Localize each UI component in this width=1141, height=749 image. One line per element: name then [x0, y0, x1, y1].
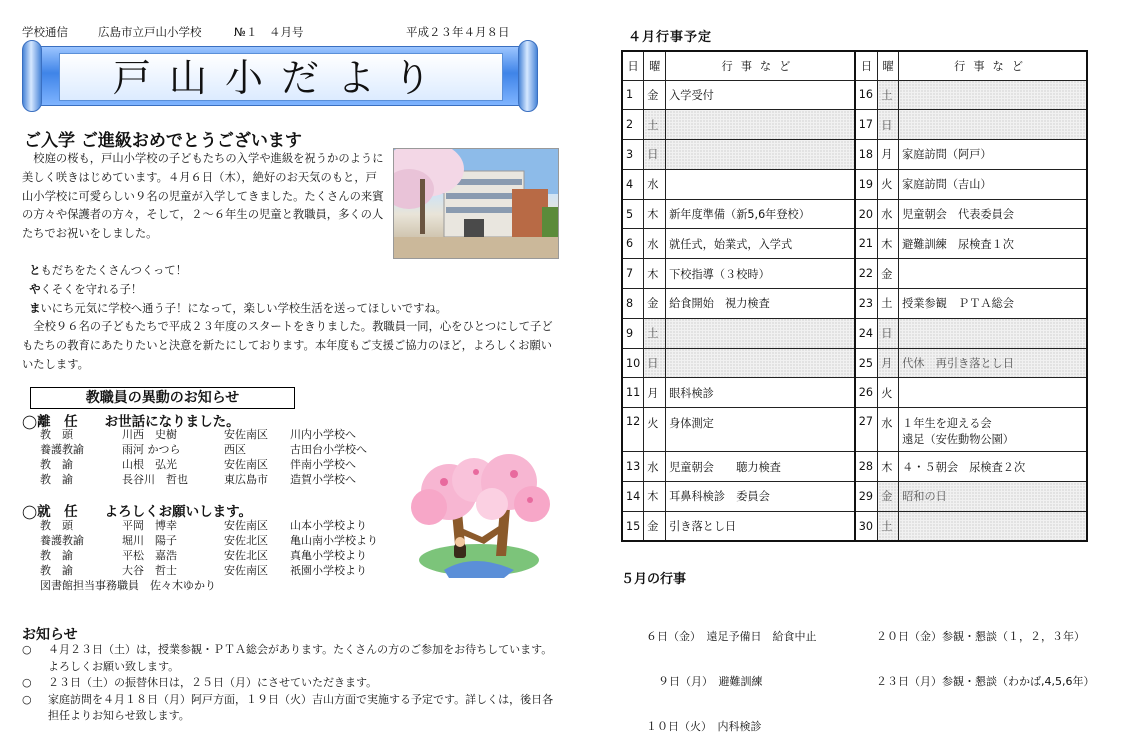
- arriving-staff-list: [22, 518, 402, 578]
- day-cell: 3: [622, 140, 644, 170]
- calendar-row: [622, 482, 1087, 512]
- motto-line: [22, 300, 562, 319]
- notice-item: [22, 675, 562, 692]
- staff-school: 造賀小学校へ: [290, 473, 356, 486]
- header-dow: 曜: [644, 51, 666, 80]
- event-cell: 代休 再引き落とし日: [899, 348, 1087, 378]
- title-banner: [22, 40, 538, 112]
- day-cell: 23: [855, 289, 878, 319]
- motto-text: くそくを守れる子！: [40, 282, 143, 296]
- day-cell: 1: [622, 80, 644, 110]
- day-cell: 27: [855, 408, 878, 452]
- event-cell: [899, 80, 1087, 110]
- staff-role: 養護教諭: [40, 443, 84, 456]
- lead-paragraph-1: 校庭の桜も，戸山小学校の子どもたちの入学や進級を祝うかのように美しく咲きはじめています。４月６日（木），絶好のお天気のもと，戸山小学校に可愛らしい９名の児童が入学してきました。たくさんの来賓の方々や保護者の方々，そして，２～６年生の児童と教職員，多くの人たちでお祝いをしました。: [22, 152, 384, 241]
- day-cell: 28: [855, 452, 878, 482]
- calendar-title: ４月行事予定: [628, 30, 713, 45]
- dow-cell: 日: [878, 110, 899, 140]
- dow-cell: 金: [644, 80, 666, 110]
- day-cell: 25: [855, 348, 878, 378]
- motto-initial: ま: [29, 301, 41, 315]
- day-cell: 29: [855, 482, 878, 512]
- calendar-row: [622, 408, 1087, 452]
- dow-cell: 木: [644, 259, 666, 289]
- notices-heading: お知らせ: [22, 627, 78, 643]
- notice-text: 家庭訪問を４月１８日（月）阿戸方面，１９日（火）吉山方面で実施する予定です。詳しくは，後日各担任よりお知らせ致します。: [48, 692, 554, 722]
- day-cell: 7: [622, 259, 644, 289]
- dow-cell: 火: [644, 408, 666, 452]
- header-date: 平成２３年４月８日: [406, 25, 510, 39]
- event-cell: 家庭訪問（阿戸）: [899, 140, 1087, 170]
- dow-cell: 水: [644, 452, 666, 482]
- day-cell: 17: [855, 110, 878, 140]
- staff-school: 伴南小学校へ: [290, 458, 356, 471]
- notice-text: ２３日（土）の振替休日は，２５日（月）にさせていただきます。: [48, 676, 378, 689]
- event-cell: [666, 110, 855, 140]
- event-cell: 給食開始 視力検査: [666, 289, 855, 319]
- calendar-row: [622, 348, 1087, 378]
- staff-row: [22, 457, 402, 472]
- staff-name: 雨河 かつら: [122, 443, 181, 456]
- newsletter-title: 戸山小だより: [112, 56, 449, 100]
- arriving-heading: ◯就 任 よろしくお願いします。: [22, 504, 253, 520]
- dow-cell: 月: [644, 378, 666, 408]
- motto-text: もだちをたくさんつくって！: [40, 264, 187, 277]
- header-issue: №１ ４月号: [234, 25, 304, 39]
- dow-cell: 金: [644, 511, 666, 541]
- staff-area: 安佐北区: [224, 534, 268, 547]
- notice-bullet: ○: [22, 692, 32, 706]
- dow-cell: 日: [878, 318, 899, 348]
- staff-area: 東広島市: [224, 473, 268, 486]
- notice-item: [22, 692, 562, 725]
- day-cell: 13: [622, 452, 644, 482]
- event-cell: [899, 378, 1087, 408]
- calendar-row: [622, 289, 1087, 319]
- event-cell: 授業参観 ＰＴＡ総会: [899, 289, 1087, 319]
- dow-cell: 火: [878, 169, 899, 199]
- day-cell: 14: [622, 482, 644, 512]
- staff-area: 安佐南区: [224, 564, 268, 577]
- event-cell: [899, 110, 1087, 140]
- staff-role: 養護教諭: [40, 534, 84, 547]
- staff-area: 安佐南区: [224, 458, 268, 471]
- day-cell: 11: [622, 378, 644, 408]
- may-event: ２３日（月）参観・懇談（わかば,4,5,6年）: [876, 675, 1095, 688]
- dow-cell: 木: [878, 229, 899, 259]
- staff-school: 真亀小学校より: [290, 549, 367, 562]
- event-cell: [666, 318, 855, 348]
- day-cell: 4: [622, 169, 644, 199]
- calendar-row: [622, 318, 1087, 348]
- motto-initial: や: [29, 282, 41, 296]
- header-day: 日: [855, 51, 878, 80]
- leaving-heading: ◯離 任 お世話になりました。: [22, 414, 240, 430]
- notice-bullet: ○: [22, 676, 32, 689]
- staff-school: 亀山南小学校より: [290, 534, 378, 547]
- event-line: 遠足（安佐動物公園）: [902, 433, 1014, 447]
- banner-right-rod: [518, 40, 538, 112]
- staff-name: 堀川 陽子: [122, 534, 177, 547]
- dow-cell: 土: [644, 110, 666, 140]
- motto-line: [22, 281, 562, 300]
- header-event: 行事など: [666, 51, 855, 80]
- day-cell: 24: [855, 318, 878, 348]
- event-cell: 引き落とし日: [666, 511, 855, 541]
- dow-cell: 日: [644, 140, 666, 170]
- may-event: ６日（金） 遠足予備日 給食中止: [646, 630, 817, 643]
- event-cell: [899, 318, 1087, 348]
- event-cell: 児童朝会 聴力検査: [666, 452, 855, 482]
- staff-name: 平松 嘉浩: [122, 549, 177, 562]
- motto-list: [22, 262, 562, 318]
- event-cell: 避難訓練 尿検査１次: [899, 229, 1087, 259]
- calendar-row: [622, 378, 1087, 408]
- dow-cell: 土: [878, 80, 899, 110]
- day-cell: 8: [622, 289, 644, 319]
- dow-cell: 土: [878, 289, 899, 319]
- calendar-row: [622, 110, 1087, 140]
- calendar-row: [622, 199, 1087, 229]
- dow-cell: 土: [878, 511, 899, 541]
- day-cell: 12: [622, 408, 644, 452]
- day-cell: 2: [622, 110, 644, 140]
- motto-line: [22, 262, 562, 281]
- notice-bullet: ○: [22, 643, 32, 656]
- event-cell: 入学受付: [666, 80, 855, 110]
- staff-role: 教 諭: [40, 473, 73, 486]
- event-cell: 新年度準備（新5,6年登校）: [666, 199, 855, 229]
- lead-paragraph-2: 全校９６名の子どもたちで平成２３年度のスタートをきりました。教職員一同，心をひとつにして子どもたちの教育にあたりたいと決意を新たにしております。本年度もご支援ご協力のほど，よろしくお願いいたします。: [22, 320, 553, 371]
- event-cell: [666, 169, 855, 199]
- staff-school: 祇園小学校より: [290, 564, 367, 577]
- day-cell: 5: [622, 199, 644, 229]
- staff-row: [22, 548, 402, 563]
- april-calendar-table: [621, 50, 1088, 542]
- header-school: 広島市立戸山小学校: [98, 25, 202, 39]
- event-cell: [899, 511, 1087, 541]
- notice-text: ４月２３日（土）は，授業参観・ＰＴＡ総会があります。たくさんの方のご参加をお待ちしています。よろしくお願い致します。: [48, 643, 553, 673]
- day-cell: 16: [855, 80, 878, 110]
- event-cell: [899, 408, 1087, 452]
- dow-cell: 月: [878, 348, 899, 378]
- calendar-row: [622, 511, 1087, 541]
- dow-cell: 金: [878, 482, 899, 512]
- header-event: 行事など: [899, 51, 1087, 80]
- dow-cell: 木: [644, 482, 666, 512]
- calendar-row: [622, 229, 1087, 259]
- may-event: １０日（火） 内科検診: [646, 720, 762, 733]
- staff-change-heading: 教職員の異動のお知らせ: [30, 387, 295, 409]
- banner-inner: [59, 53, 503, 101]
- cherry-tree-illustration: [404, 452, 554, 582]
- calendar-row: [622, 452, 1087, 482]
- staff-row: [22, 427, 402, 442]
- day-cell: 18: [855, 140, 878, 170]
- staff-row: [22, 533, 402, 548]
- school-building-photo: [393, 148, 559, 259]
- event-line: １年生を迎える会: [902, 417, 992, 431]
- staff-name: 大谷 哲士: [122, 564, 177, 577]
- dow-cell: 土: [644, 318, 666, 348]
- staff-role: 教 頭: [40, 519, 73, 532]
- staff-area: 安佐北区: [224, 549, 268, 562]
- leaving-staff-list: [22, 427, 402, 487]
- day-cell: 9: [622, 318, 644, 348]
- notice-item: [22, 642, 562, 675]
- banner-left-rod: [22, 40, 42, 112]
- may-events-right: [876, 599, 1094, 704]
- event-cell: [666, 140, 855, 170]
- notices-list: [22, 642, 562, 725]
- header-kind: 学校通信: [22, 25, 68, 39]
- dow-cell: 水: [644, 169, 666, 199]
- staff-role: 教 頭: [40, 428, 73, 441]
- staff-school: 山本小学校より: [290, 519, 367, 532]
- calendar-header-row: [622, 51, 1087, 80]
- dow-cell: 日: [644, 348, 666, 378]
- staff-name: 長谷川 哲也: [122, 473, 188, 486]
- day-cell: 21: [855, 229, 878, 259]
- may-events-title: ５月の行事: [621, 572, 687, 587]
- staff-role: 教 諭: [40, 549, 73, 562]
- dow-cell: 火: [878, 378, 899, 408]
- event-cell: 身体測定: [666, 408, 855, 452]
- library-staff: 図書館担当事務職員 佐々木ゆかり: [40, 579, 216, 592]
- dow-cell: 月: [878, 140, 899, 170]
- lead-heading: ご入学 ご進級おめでとうございます: [24, 131, 302, 151]
- event-cell: 眼科検診: [666, 378, 855, 408]
- event-cell: [899, 259, 1087, 289]
- staff-row: [22, 472, 402, 487]
- event-cell: 下校指導（３校時）: [666, 259, 855, 289]
- dow-cell: 木: [644, 199, 666, 229]
- day-cell: 6: [622, 229, 644, 259]
- motto-initial: と: [29, 264, 41, 277]
- event-cell: 家庭訪問（吉山）: [899, 169, 1087, 199]
- day-cell: 26: [855, 378, 878, 408]
- staff-name: 山根 弘光: [122, 458, 177, 471]
- dow-cell: 水: [878, 408, 899, 452]
- event-cell: 就任式，始業式，入学式: [666, 229, 855, 259]
- staff-area: 安佐南区: [224, 519, 268, 532]
- staff-row: [22, 442, 402, 457]
- header-dow: 曜: [878, 51, 899, 80]
- day-cell: 19: [855, 169, 878, 199]
- dow-cell: 金: [644, 289, 666, 319]
- may-event: ２０日（金）参観・懇談（１，２，３年）: [876, 630, 1085, 643]
- staff-name: 川西 史樹: [122, 428, 177, 441]
- event-cell: [666, 348, 855, 378]
- day-cell: 20: [855, 199, 878, 229]
- may-event: ９日（月） 避難訓練: [658, 675, 763, 688]
- may-events-left: [646, 599, 817, 749]
- event-cell: 昭和の日: [899, 482, 1087, 512]
- dow-cell: 木: [878, 452, 899, 482]
- staff-role: 教 諭: [40, 564, 73, 577]
- staff-area: 西区: [224, 443, 246, 456]
- calendar-row: [622, 80, 1087, 110]
- day-cell: 22: [855, 259, 878, 289]
- staff-school: 古田台小学校へ: [290, 443, 367, 456]
- staff-name: 平岡 博幸: [122, 519, 177, 532]
- calendar-row: [622, 140, 1087, 170]
- day-cell: 15: [622, 511, 644, 541]
- staff-area: 安佐南区: [224, 428, 268, 441]
- staff-role: 教 諭: [40, 458, 73, 471]
- dow-cell: 水: [644, 229, 666, 259]
- event-cell: ４・５朝会 尿検査２次: [899, 452, 1087, 482]
- staff-row: [22, 518, 402, 533]
- calendar-row: [622, 259, 1087, 289]
- event-cell: 耳鼻科検診 委員会: [666, 482, 855, 512]
- dow-cell: 水: [878, 199, 899, 229]
- banner-scroll: [36, 46, 524, 106]
- header-day: 日: [622, 51, 644, 80]
- staff-row: [22, 563, 402, 578]
- staff-school: 川内小学校へ: [290, 428, 356, 441]
- motto-text: いにち元気に学校へ通う子！になって，楽しい学校生活を送ってほしいですね。: [40, 301, 447, 315]
- day-cell: 10: [622, 348, 644, 378]
- dow-cell: 金: [878, 259, 899, 289]
- calendar-row: [622, 169, 1087, 199]
- event-cell: 児童朝会 代表委員会: [899, 199, 1087, 229]
- day-cell: 30: [855, 511, 878, 541]
